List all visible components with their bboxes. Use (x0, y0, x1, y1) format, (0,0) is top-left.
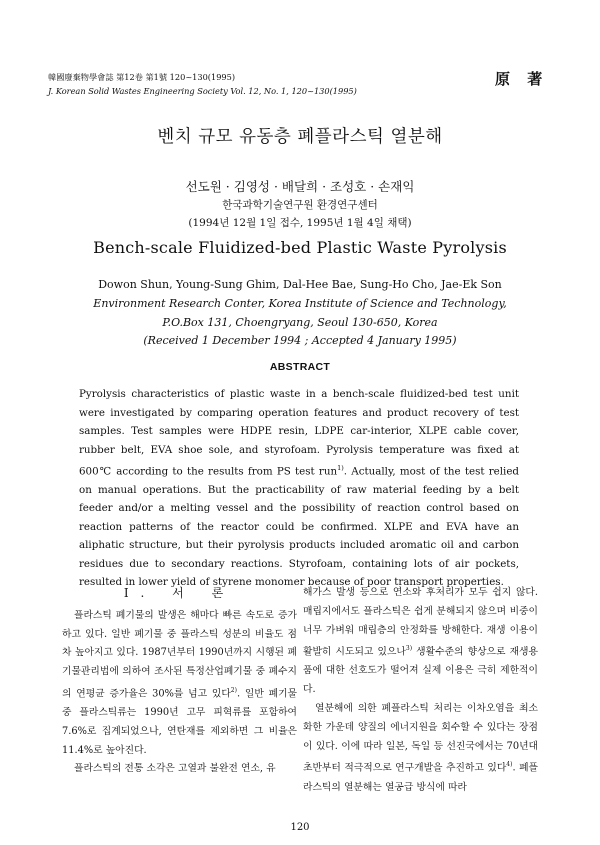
paragraph-text: . 일반 폐기물 중 플라스틱류는 1990년 고무 피혁류를 포함하여 7.6%로 집계되었으나, 연탄재를 제외하면 그 비율은 11.4%로 높아진다. (62, 688, 297, 756)
journal-korean-line: 韓國廢棄物學會誌 第12卷 第1號 120~130(1995) (48, 72, 236, 82)
section-heading-introduction: I. 서 론 (123, 586, 236, 600)
affiliation-english (0, 295, 600, 351)
paragraph-text: 해가스 발생 등으로 연소와 후처리가 모두 쉽지 않다. 매립지에서도 플라스틱은 쉽게 분해되지 않으며 비중이 너무 가벼워 매립층의 안정화를 방해한다. 재생 이용이 활발히 시도되고 있으나 (303, 587, 538, 658)
affiliation-line-2: P.O.Box 131, Choengryang, Seoul 130-650, Korea (162, 315, 438, 329)
abstract-citation: 1) (337, 464, 344, 472)
paragraph-text: 생활수준의 향상으로 재생용품에 대한 선호도가 떨어져 실제 이용은 극히 제한적이다. (303, 646, 538, 696)
paragraph-text: 플라스틱 폐기물의 발생은 해마다 빠른 속도로 증가하고 있다. 일반 폐기물 중 플라스틱 성분의 비율도 점차 높아지고 있다. 1987년부터 1990년까지 시행된 폐기물관리법에 의하여 조사된 특정산업폐기물 중 폐수지의 연평균 증가율은 30%를 넘고 있다 (62, 609, 297, 700)
body-paragraph: 플라스틱의 전통 소각은 고열과 불완전 연소, 유 (74, 763, 276, 775)
body-paragraph (303, 700, 538, 797)
citation: 4) (506, 761, 513, 769)
abstract-text-part-2: . Actually, most of the test relied on manual operations. But the practicability of raw material feeding by a belt feeder and/or a melting vessel and the possibility of reaction control based on reaction patterns of the reactor could be confirmed. XLPE and EVA have an aliphatic structure, but their pyrolysis products included aromatic oil and carbon residues due to secondary reactions. Styrofoam, containing lots of air pockets, resulted in lower yield of styrene monomer because of poor transport properties. (79, 465, 520, 589)
journal-header (48, 70, 357, 98)
paragraph-text: 열분해에 의한 폐플라스틱 처리는 이차오염을 최소화한 가운데 양질의 에너지원을 회수할 수 있다는 장점이 있다. 이에 따라 일본, 독일 등 선진국에서는 70년대 초반부터 적극적으로 연구개발을 추진하고 있다 (303, 703, 538, 774)
citation: 2) (230, 686, 237, 694)
paragraph-text: . 폐플라스틱의 열분해는 열공급 방식에 따라 (303, 762, 539, 793)
page-number: 120 (290, 822, 310, 833)
article-category: 原 著 (495, 70, 549, 88)
affiliation-korean: 한국과학기술연구원 환경연구센터 (222, 199, 378, 211)
body-paragraph (303, 584, 538, 700)
received-accepted-line: (Received 1 December 1994 ; Accepted 4 January 1995) (143, 334, 457, 347)
abstract-body (79, 385, 519, 592)
citation: 3) (405, 645, 413, 653)
title-english: Bench-scale Fluidized-bed Plastic Waste Pyrolysis (93, 238, 507, 257)
dates-korean: (1994년 12월 1일 접수, 1995년 1월 4일 채택) (188, 217, 412, 229)
affiliation-line-1: Environment Research Conter, Korea Institute of Science and Technology, (93, 297, 507, 310)
abstract-text-part-1: Pyrolysis characteristics of plastic waste in a bench-scale fluidized-bed test unit were investigated by comparing operation features and product recovery of test samples. Test samples were HDPE resin, LDPE car-interior, XLPE cable cover, rubber belt, EVA shoe sole, and styrofoam. Pyrolysis temperature was fixed at 600℃ according to the results from PS test run (79, 388, 519, 478)
authors-english: Dowon Shun, Young-Sung Ghim, Dal-Hee Bae, Sung-Ho Cho, Jae-Ek Son (98, 278, 502, 291)
body-left-column (62, 584, 297, 779)
body-right-column (303, 584, 538, 797)
journal-english-line: J. Korean Solid Wastes Engineering Society Vol. 12, No. 1, 120~130(1995) (48, 86, 357, 96)
title-korean: 벤치 규모 유동층 폐플라스틱 열분해 (157, 127, 443, 147)
authors-korean: 선도원 · 김영성 · 배달희 · 조성호 · 손재익 (185, 179, 415, 194)
body-paragraph (62, 607, 297, 761)
abstract-heading: ABSTRACT (269, 361, 331, 373)
